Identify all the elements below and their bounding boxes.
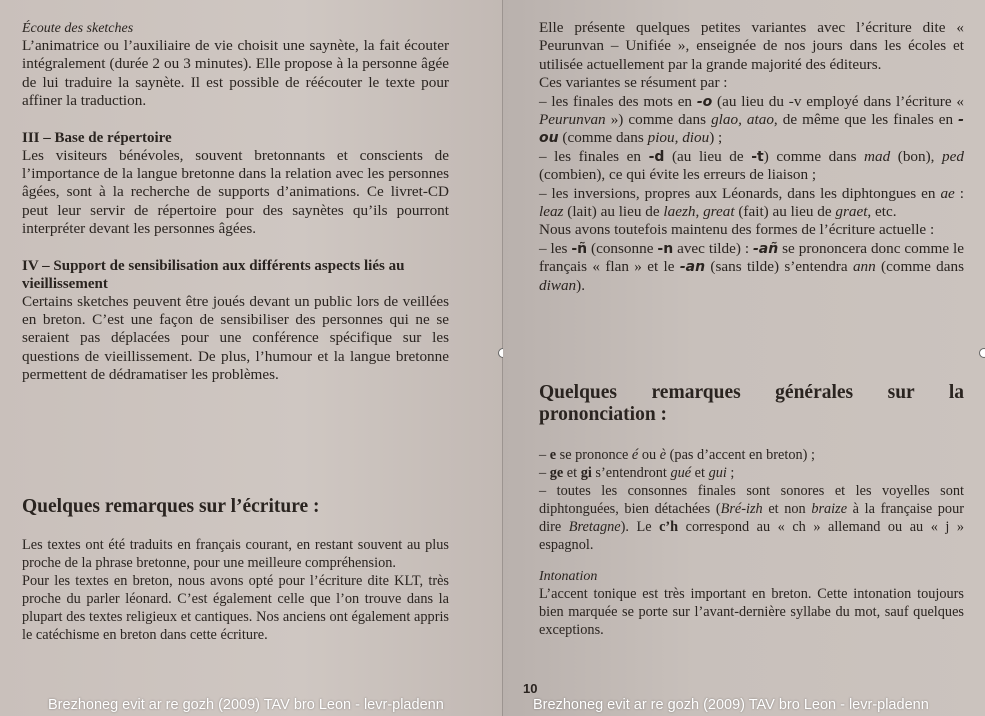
right-footer: Brezhoneg evit ar re gozh (2009) TAV bro Leon - levr-pladenn <box>533 697 929 713</box>
left-footer: Brezhoneg evit ar re gozh (2009) TAV bro Leon - levr-pladenn <box>48 697 444 713</box>
intonation-title: Intonation <box>539 569 598 584</box>
pronunciation-section <box>539 382 964 639</box>
pronunciation-ge-gi: – ge et gi s’entendront gué et gui ; <box>539 465 735 481</box>
right-edge-handle[interactable] <box>979 348 985 358</box>
writing-paragraph-1: Les textes ont été traduits en français courant, en restant souvent au plus proche de la phrase bretonne, pour une meilleure compréhension. <box>22 537 449 571</box>
variant-2: – les finales en -d (au lieu de -t) comme dans mad (bon), ped (combien), ce qui évite les erreurs de liaison ; <box>539 147 964 184</box>
pronunciation-consonants: – toutes les consonnes finales sont sonores et les voyelles sont diphtonguées, bien détachées (Bré-izh et non braize à la française pour dire Bretagne). Le c’h correspond au « ch » allemand ou au « j » espagnol. <box>539 483 964 553</box>
section-4-paragraph: Certains sketches peuvent être joués devant un public lors de veillées en breton. C’est une façon de sensibiliser des personnes qui ne se seraient pas déplacées pour une conférence spécifique sur les questions de vieillissement. De plus, l’humour et la langue bretonne permettent de dédramatiser les problèmes. <box>22 292 449 384</box>
sketch-paragraph: L’animatrice ou l’auxiliaire de vie choisit une saynète, la fait écouter intégralement (durée 2 ou 3 minutes). Elle propose à la personne âgée de lui traduire la saynète. Il est possible de réécouter le texte pour affiner la traduction. <box>22 37 449 110</box>
maintained-forms: Nous avons toutefois maintenu des formes de l’écriture actuelle : <box>539 221 935 239</box>
intro-paragraph: Elle présente quelques petites variantes avec l’écriture dite « Peurunvan – Unifiée », enseignée de nos jours dans les écoles et utilisée actuellement par la grande majorité des éditeurs. <box>539 19 964 73</box>
variants-label: Ces variantes se résument par : <box>539 74 728 92</box>
pronunciation-e: – e se prononce é ou è (pas d’accent en breton) ; <box>539 447 815 463</box>
pronunciation-title: Quelques remarques générales sur la prononciation : <box>539 382 964 425</box>
writing-section <box>22 496 449 644</box>
section-3-paragraph: Les visiteurs bénévoles, souvent bretonnants et conscients de l’importance de la langue bretonne dans la relation avec les personnes âgées, sont à la recherche de supports d’animations. Ce livret-CD peut leur servir de répertoire pour des saynètes qu’ils pourront interpréter devant les personnes âgées. <box>22 146 449 238</box>
section-3-title: III – Base de répertoire <box>22 129 172 146</box>
right-page-content <box>539 19 964 295</box>
right-page <box>503 0 985 716</box>
variant-4: – les -ñ (consonne -n avec tilde) : -añ se prononcera donc comme le français « flan » et le -an (sans tilde) s’entendra ann (comme dans diwan). <box>539 239 965 294</box>
writing-paragraph-2: Pour les textes en breton, nous avons opté pour l’écriture dite KLT, très proche du parler léonard. C’est également celle que l’on trouve dans la plupart des textes religieux et cantiques. Nos anciens ont également appris le catéchisme en breton dans cette écriture. <box>22 573 449 643</box>
sketch-subtitle: Écoute des sketches <box>22 21 134 36</box>
variant-3: – les inversions, propres aux Léonards, dans les diphtongues en ae : leaz (lait) au lieu de laezh, great (fait) au lieu de graet, etc. <box>539 184 964 221</box>
page-number: 10 <box>523 681 538 696</box>
left-page-content <box>22 20 449 385</box>
writing-title: Quelques remarques sur l’écriture : <box>22 496 320 517</box>
section-4-title: IV – Support de sensibilisation aux différents aspects liés au vieillissement <box>22 257 405 292</box>
variant-1: – les finales des mots en -o (au lieu du -v employé dans l’écriture « Peurunvan ») comme dans glao, atao, de même que les finales en -ou (comme dans piou, diou) ; <box>539 92 964 147</box>
intonation-paragraph: L’accent tonique est très important en breton. Cette intonation toujours bien marquée se porte sur l’avant-dernière syllabe du mot, sauf quelques exceptions. <box>539 586 964 638</box>
